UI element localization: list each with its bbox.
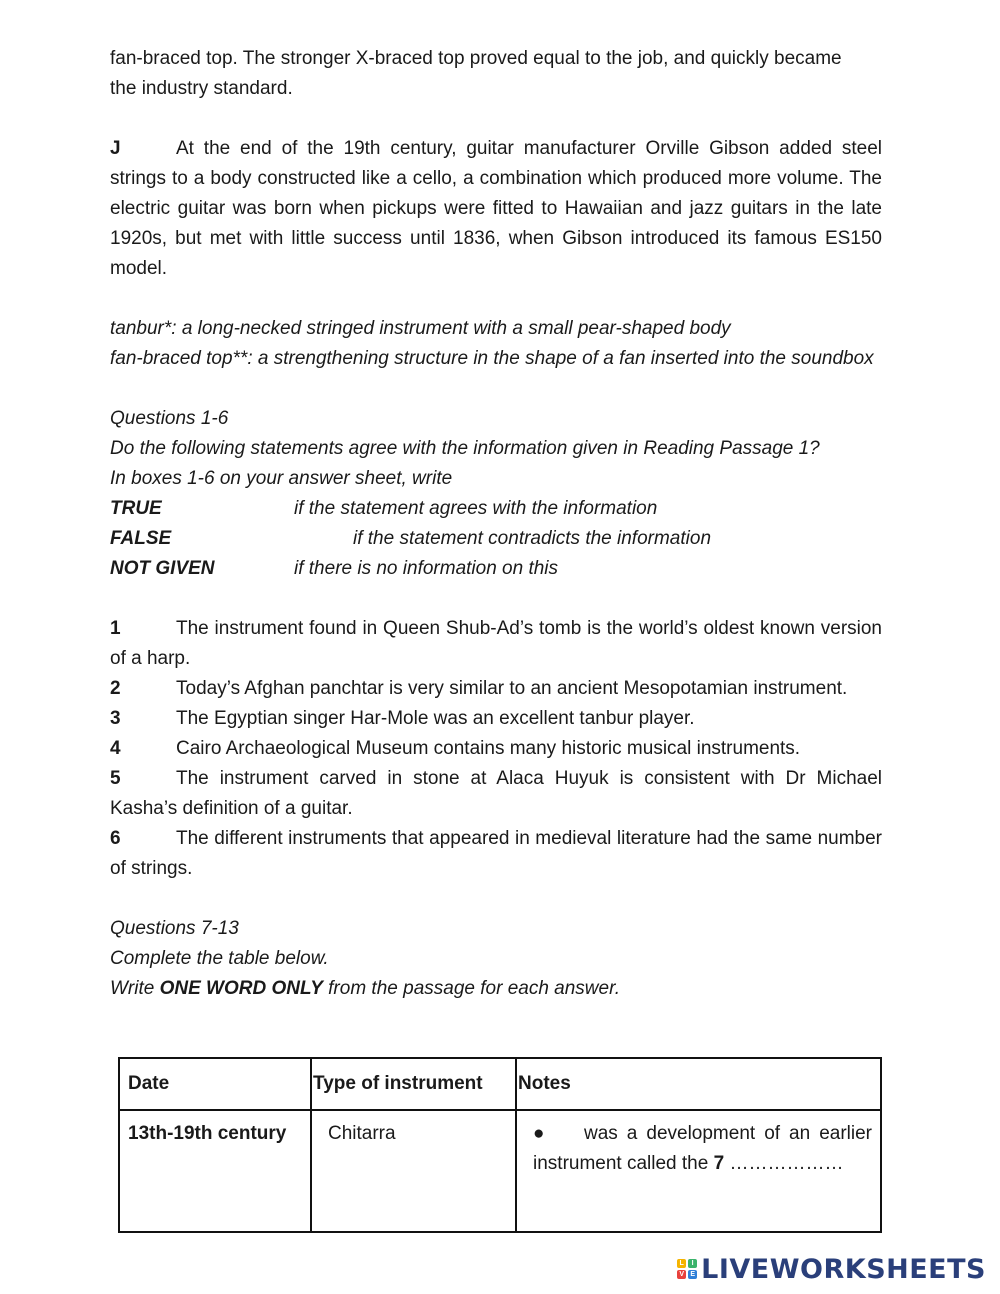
answer-blank-7[interactable]: ……………… bbox=[729, 1153, 844, 1174]
question-text: The different instruments that appeared in medieval literature had the same number of strings. bbox=[110, 828, 882, 879]
key-true-desc: if the statement agrees with the information bbox=[294, 498, 658, 519]
questions-1-6-heading: Questions 1-6 bbox=[110, 408, 229, 429]
question-number: 5 bbox=[110, 768, 121, 789]
passage-intro-line1: fan-braced top. The stronger X-braced top proved equal to the job, and quickly became bbox=[110, 48, 842, 69]
instruction-pre: Write bbox=[110, 978, 160, 999]
logo-tile: V bbox=[677, 1270, 686, 1279]
logo-tile: E bbox=[688, 1270, 697, 1279]
header-date: Date bbox=[119, 1058, 311, 1110]
question-item-1 bbox=[110, 614, 882, 674]
cell-notes bbox=[516, 1110, 881, 1232]
answer-table bbox=[118, 1057, 882, 1233]
key-not-given-row bbox=[110, 554, 882, 584]
brand-name: LIVEWORKSHEETS bbox=[701, 1253, 986, 1285]
logo-tile: L bbox=[677, 1259, 686, 1268]
instruction-post: from the passage for each answer. bbox=[322, 978, 620, 999]
key-not-given-label: NOT GIVEN bbox=[110, 558, 215, 579]
question-number: 1 bbox=[110, 618, 121, 639]
questions-7-13-instruction2 bbox=[110, 974, 882, 1004]
question-number: 6 bbox=[110, 828, 121, 849]
questions-7-13-heading: Questions 7-13 bbox=[110, 918, 239, 939]
question-text: The instrument carved in stone at Alaca Huyuk is consistent with Dr Michael Kasha’s definition of a guitar. bbox=[110, 768, 882, 819]
instruction-bold: ONE WORD ONLY bbox=[159, 978, 323, 999]
question-number: 2 bbox=[110, 678, 121, 699]
question-text: Today’s Afghan panchtar is very similar to an ancient Mesopotamian instrument. bbox=[176, 678, 848, 699]
bullet-icon: ● bbox=[533, 1123, 545, 1144]
section-j-text: At the end of the 19th century, guitar manufacturer Orville Gibson added steel strings to a body constructed like a cello, a combination which produced more volume. The electric guitar was born when pickups were fitted to Hawaiian and jazz guitars in the late 1920s, but met with little success until 1836, when Gibson introduced its famous ES150 model. bbox=[110, 138, 882, 279]
question-text: The instrument found in Queen Shub-Ad’s tomb is the world’s oldest known version of a harp. bbox=[110, 618, 882, 669]
key-false-desc: if the statement contradicts the information bbox=[353, 528, 712, 549]
header-type: Type of instrument bbox=[311, 1058, 516, 1110]
questions-1-6-instruction1: Do the following statements agree with the information given in Reading Passage 1? bbox=[110, 438, 820, 459]
header-notes: Notes bbox=[516, 1058, 881, 1110]
table-header-row bbox=[119, 1058, 881, 1110]
key-true-row bbox=[110, 494, 882, 524]
question-number: 4 bbox=[110, 738, 121, 759]
passage-intro-line2: the industry standard. bbox=[110, 78, 293, 99]
logo-tile: I bbox=[688, 1259, 697, 1268]
question-item-3 bbox=[110, 704, 882, 734]
question-number: 3 bbox=[110, 708, 121, 729]
section-j-paragraph bbox=[110, 134, 882, 284]
question-item-6 bbox=[110, 824, 882, 884]
section-j-letter: J bbox=[110, 138, 121, 159]
question-item-2 bbox=[110, 674, 882, 704]
key-not-given-desc: if there is no information on this bbox=[294, 558, 559, 579]
key-false-row bbox=[110, 524, 882, 554]
cell-date: 13th-19th century bbox=[119, 1110, 311, 1232]
question-text: The Egyptian singer Har-Mole was an excellent tanbur player. bbox=[176, 708, 695, 729]
question-text: Cairo Archaeological Museum contains many historic musical instruments. bbox=[176, 738, 801, 759]
cell-type: Chitarra bbox=[311, 1110, 516, 1232]
table-row bbox=[119, 1110, 881, 1232]
questions-1-6-instruction2: In boxes 1-6 on your answer sheet, write bbox=[110, 468, 453, 489]
logo-tiles-icon bbox=[677, 1259, 697, 1279]
document-page bbox=[110, 44, 882, 1004]
footnote-fan-braced: fan-braced top**: a strengthening structure in the shape of a fan inserted into the soundbox bbox=[110, 348, 874, 369]
question-item-5 bbox=[110, 764, 882, 824]
questions-7-13-instruction1: Complete the table below. bbox=[110, 948, 329, 969]
question-item-4 bbox=[110, 734, 882, 764]
note-text: was a development of an earlier instrument called the bbox=[533, 1123, 872, 1174]
blank-number: 7 bbox=[713, 1153, 725, 1174]
key-true-label: TRUE bbox=[110, 498, 162, 519]
footnote-tanbur: tanbur*: a long-necked stringed instrument with a small pear-shaped body bbox=[110, 318, 731, 339]
key-false-label: FALSE bbox=[110, 528, 172, 549]
liveworksheets-logo bbox=[677, 1251, 986, 1287]
